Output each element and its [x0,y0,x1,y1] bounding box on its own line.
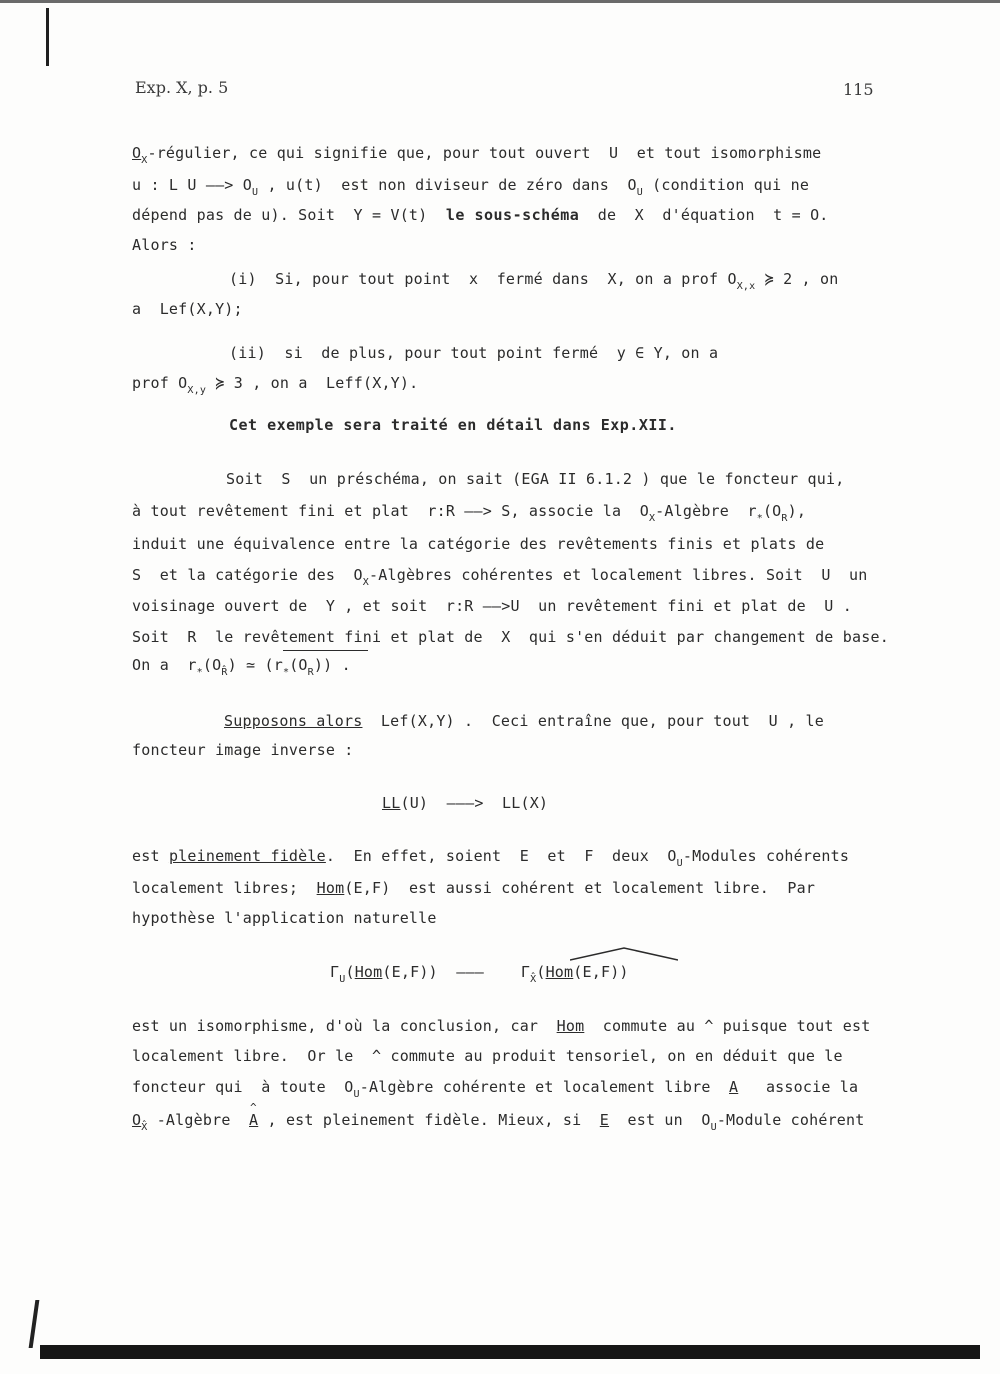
text-line: Soit S un préschéma, on sait (EGA II 6.1.2 ) que le foncteur qui, [226,470,845,488]
completion-overline [283,650,368,651]
text-line: $O_{X̂}$ -Algèbre ^ A , est pleinement fidèle. Mieux, si E est un $O_U$-Module cohérent [132,1111,865,1132]
text-line: S et la catégorie des $O_X$-Algèbres cohérentes et localement libres. Soit U un [132,566,868,588]
text-line: voisinage ouvert de Y , et soit r:R ——>U un revêtement fini et plat de U . [132,597,852,615]
text-line: Soit R le revêtement fini et plat de X qui s'en déduit par changement de base. [132,628,889,646]
text-line: prof $O_{X,y}$ ≽ 3 , on a Leff(X,Y). [132,374,419,396]
scan-edge-bottom [40,1345,980,1359]
text-line: est un isomorphisme, d'où la conclusion, car Hom commute au ^ puisque tout est [132,1017,871,1035]
text-line: foncteur qui à toute $O_U$-Algèbre cohérente et localement libre A associe la [132,1078,859,1100]
text-line: est pleinement fidèle. En effet, soient E et F deux $O_U$-Modules cohérents [132,847,850,869]
text-line: foncteur image inverse : [132,741,354,759]
text-line: u : L U ——> $O_U$ , u(t) est non diviseur de zéro dans $O_U$ (condition qui ne [132,176,810,198]
text-line: $O_X$-régulier, ce qui signifie que, pour tout ouvert U et tout isomorphisme [132,144,822,166]
page-number: 115 [843,80,874,99]
text-line: On a $r_*(O_{R̂})$ ≃ $(r_*(O_R))$ . [132,656,351,678]
completion-hat [570,946,678,960]
text-line: Alors : [132,236,197,254]
text-line: à tout revêtement fini et plat r:R ——> S, associe la $O_X$-Algèbre $r_*(O_R)$, [132,502,807,524]
text-line: localement libre. Or le ^ commute au produit tensoriel, on en déduit que le [132,1047,843,1065]
text-line: dépend pas de u). Soit Y = V(t) le sous-schéma de X d'équation t = O. [132,206,829,224]
display-formula: LL(U) ———> LL(X) [382,794,549,812]
text-line: Cet exemple sera traité en détail dans Exp.XII. [229,416,677,434]
running-header: Exp. X, p. 5 [135,78,229,97]
text-line: a Lef(X,Y); [132,300,243,318]
text-line: (ii) si de plus, pour tout point fermé y ∈ Y, on a [229,344,719,362]
text-line: induit une équivalence entre la catégorie des revêtements finis et plats de [132,535,825,553]
scan-edge-left [46,8,49,66]
scan-edge-bottom-left [29,1300,40,1348]
text-line: localement libres; Hom(E,F) est aussi cohérent et localement libre. Par [132,879,816,897]
scan-edge-top [0,0,1000,3]
text-line: (i) Si, pour tout point x fermé dans X, on a prof $O_{X,x}$ ≽ 2 , on [229,270,839,292]
text-line: hypothèse l'application naturelle [132,909,437,927]
text-line: Supposons alors Lef(X,Y) . Ceci entraîne que, pour tout U , le [224,712,825,730]
display-formula: $\Gamma_U(Hom(E,F))$ ——— $\Gamma_{X̂}(Hom(E,F))$ [330,963,629,985]
